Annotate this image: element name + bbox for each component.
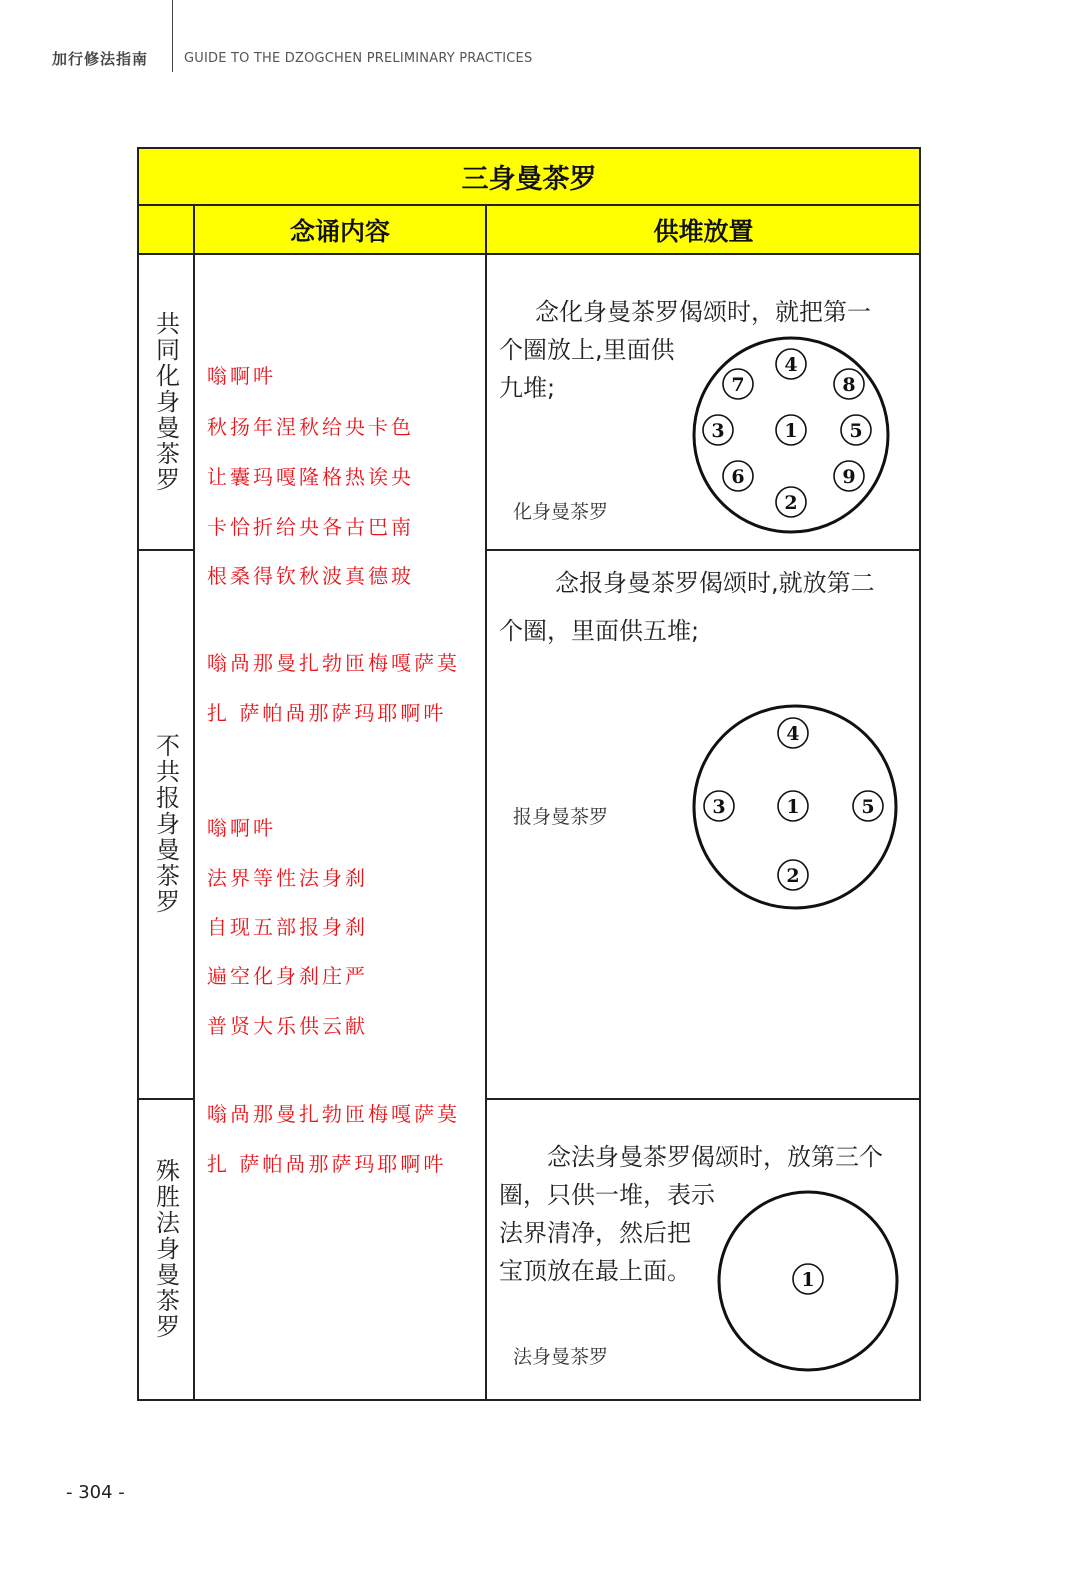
table-title: 三身曼茶罗 (137, 147, 921, 205)
recitation-line: 遍空化身刹庄严 (207, 964, 368, 988)
placement-description: 念报身曼茶罗偈颂时,就放第二 (555, 569, 875, 597)
row-label-text: 不共报身曼茶罗 (151, 733, 180, 915)
recitation-line: 嗡啊吽 (207, 816, 276, 840)
heap-number: 2 (786, 865, 800, 887)
recitation-line: 扎 萨帕咼那萨玛耶啊吽 (207, 1152, 447, 1176)
diagram-caption: 化身曼茶罗 (513, 501, 609, 523)
placement-description: 个圈，里面供五堆; (499, 617, 700, 645)
column-header-placement: 供堆放置 (486, 205, 921, 254)
recitation-line: 秋扬年涅秋给央卡色 (207, 415, 414, 439)
recitation-line: 扎 萨帕咼那萨玛耶啊吽 (207, 701, 447, 725)
recitation-line: 让囊玛嘎隆格热诶央 (207, 465, 414, 489)
recitation-line: 根桑得钦秋波真德玻 (207, 564, 414, 588)
placement-description: 念化身曼茶罗偈颂时，就把第一 (535, 298, 871, 326)
placement-description: 个圈放上,里面供 (499, 336, 675, 364)
book-title-en: GUIDE TO THE DZOGCHEN PRELIMINARY PRACTICES (184, 51, 533, 66)
placement-description: 法界清净，然后把 (499, 1219, 691, 1247)
heap-number: 4 (784, 354, 798, 376)
heap-number: 4 (786, 723, 800, 745)
heap-number: 7 (731, 374, 745, 396)
heap-number: 8 (842, 374, 856, 396)
placement-description: 圈，只供一堆，表示 (499, 1181, 715, 1209)
recitation-line: 普贤大乐供云献 (207, 1014, 368, 1038)
heap-number: 1 (784, 420, 798, 442)
recitation-line: 法界等性法身刹 (207, 866, 368, 890)
row-label-text: 共同化身曼茶罗 (151, 311, 180, 493)
heap-number: 1 (801, 1269, 815, 1291)
diagram-caption: 法身曼茶罗 (513, 1346, 609, 1368)
recitation-line: 嗡啊吽 (207, 364, 276, 388)
column-header-recite: 念诵内容 (194, 205, 486, 254)
recitation-line: 自现五部报身刹 (207, 915, 368, 939)
heap-number: 9 (842, 466, 856, 488)
heap-number: 6 (731, 466, 745, 488)
recitation-line: 嗡咼那曼扎勃匝梅嘎萨莫 (207, 651, 460, 675)
heap-number: 3 (711, 420, 725, 442)
page-number: - 304 - (66, 1482, 125, 1503)
book-title-cn: 加行修法指南 (52, 50, 149, 68)
heap-number: 1 (786, 796, 800, 818)
heap-number: 2 (784, 492, 798, 514)
diagram-caption: 报身曼茶罗 (513, 806, 609, 828)
recitation-line: 卡恰折给央各古巴南 (207, 515, 414, 539)
row-label-text: 殊胜法身曼茶罗 (151, 1158, 180, 1340)
heap-number: 5 (849, 420, 863, 442)
placement-description: 宝顶放在最上面。 (499, 1257, 691, 1285)
heap-number: 5 (861, 796, 875, 818)
placement-description: 念法身曼茶罗偈颂时，放第三个 (547, 1143, 883, 1171)
placement-description: 九堆; (499, 374, 556, 402)
recitation-line: 嗡咼那曼扎勃匝梅嘎萨莫 (207, 1102, 460, 1126)
heap-number: 3 (712, 796, 726, 818)
